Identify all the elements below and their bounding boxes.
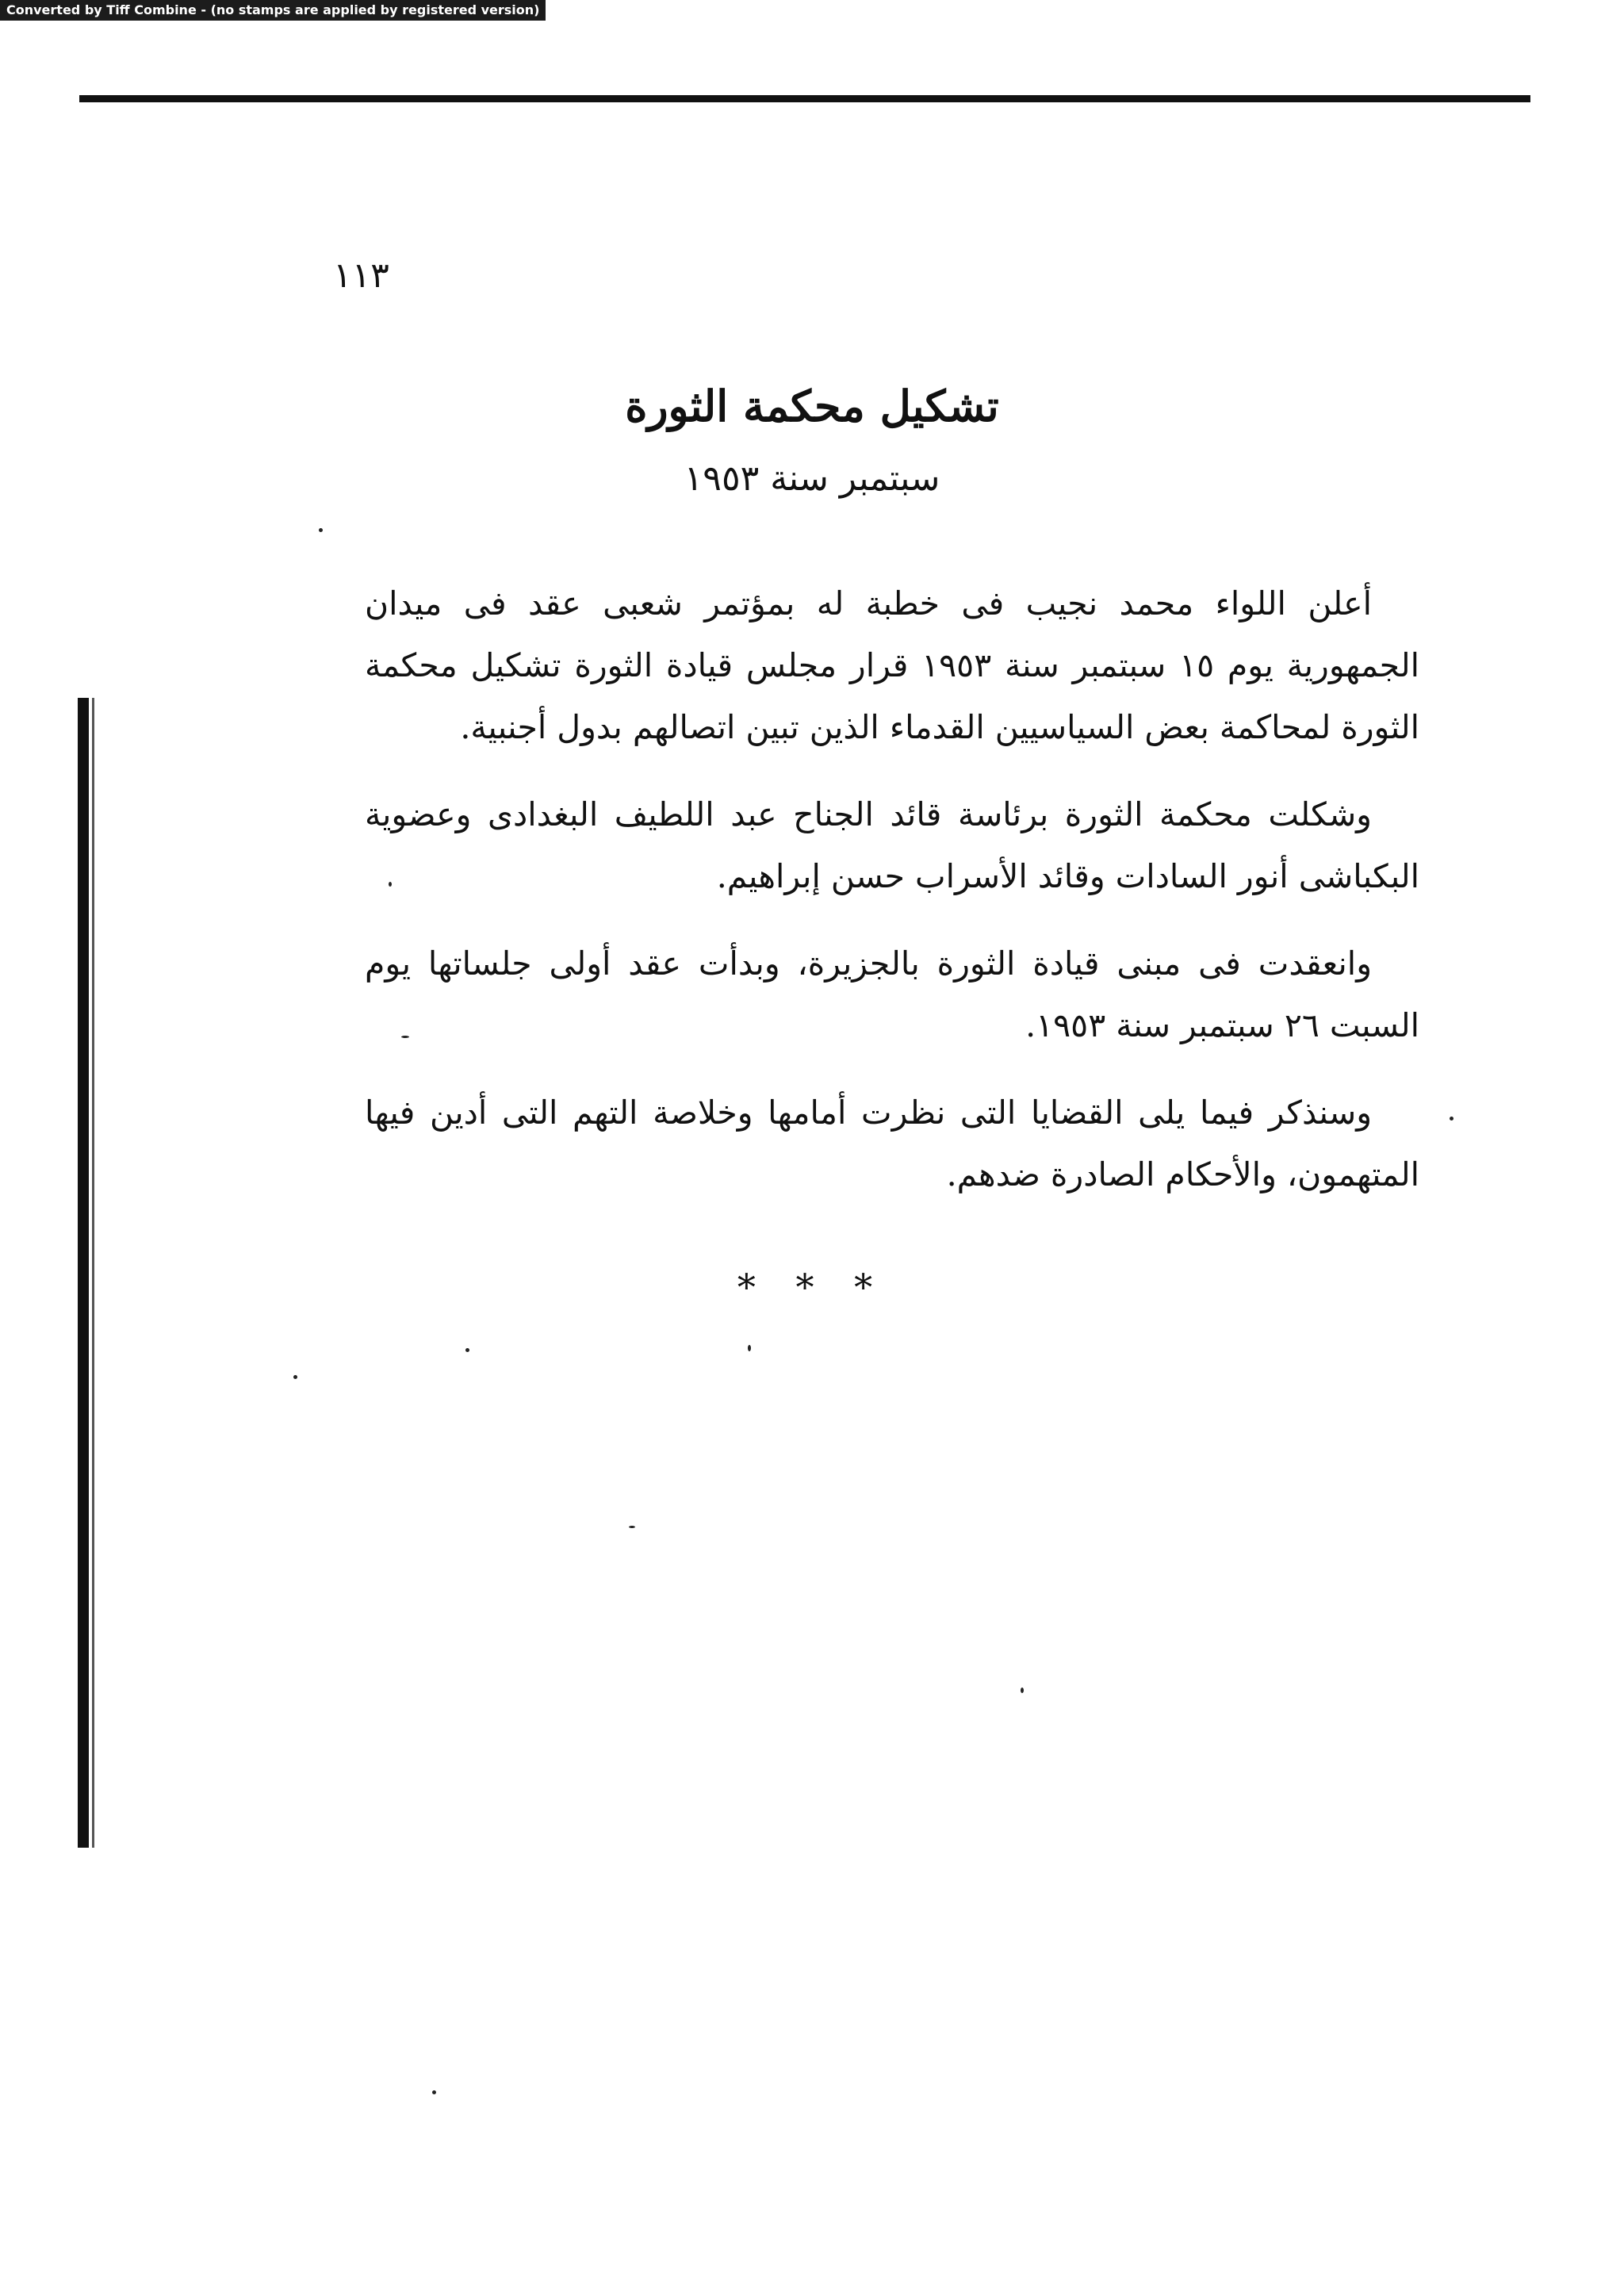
scan-speck: [629, 1526, 635, 1528]
scan-speck: [748, 1345, 751, 1351]
chapter-title: تشكيل محكمة الثورة: [625, 381, 999, 431]
scan-speck: [1021, 1688, 1024, 1693]
paragraph: وشكلت محكمة الثورة برئاسة قائد الجناح عبد اللطيف البغدادى وعضوية البكباشى أنور السادات وقائد الأسراب حسن إبراهيم.: [365, 795, 1419, 895]
top-rule: [79, 95, 1530, 102]
scan-speck: [319, 528, 323, 532]
section-separator: * * *: [737, 1266, 887, 1308]
scan-speck: [432, 2090, 436, 2094]
scan-speck: [401, 1036, 409, 1038]
scan-speck: [465, 1348, 469, 1352]
paragraph: وانعقدت فى مبنى قيادة الثورة بالجزيرة، وبدأت عقد أولى جلساتها يوم السبت ٢٦ سبتمبر سنة ١٩٥٣.: [365, 944, 1419, 1044]
page-number: ١١٣: [333, 255, 389, 296]
paragraph: وسنذكر فيما يلى القضايا التى نظرت أمامها وخلاصة التهم التى أدين فيها المتهمون، والأحكام الصادرة ضدهم.: [365, 1094, 1419, 1193]
scan-speck: [293, 1375, 297, 1379]
converter-watermark: Converted by Tiff Combine - (no stamps are applied by registered version): [0, 0, 546, 21]
paragraph: أعلن اللواء محمد نجيب فى خطبة له بمؤتمر شعبى عقد فى ميدان الجمهورية يوم ١٥ سبتمبر سنة ١٩٥٣ قرار مجلس قيادة الثورة تشكيل محكمة الثورة لمحاكمة بعض السياسيين القدماء الذين تبين اتصالهم بدول أجنبية.: [365, 584, 1419, 746]
scan-speck: [1450, 1117, 1454, 1121]
body-text: [365, 573, 1419, 1231]
chapter-subtitle: سبتمبر سنة ١٩٥٣: [684, 458, 940, 499]
scan-speck: [389, 882, 392, 887]
